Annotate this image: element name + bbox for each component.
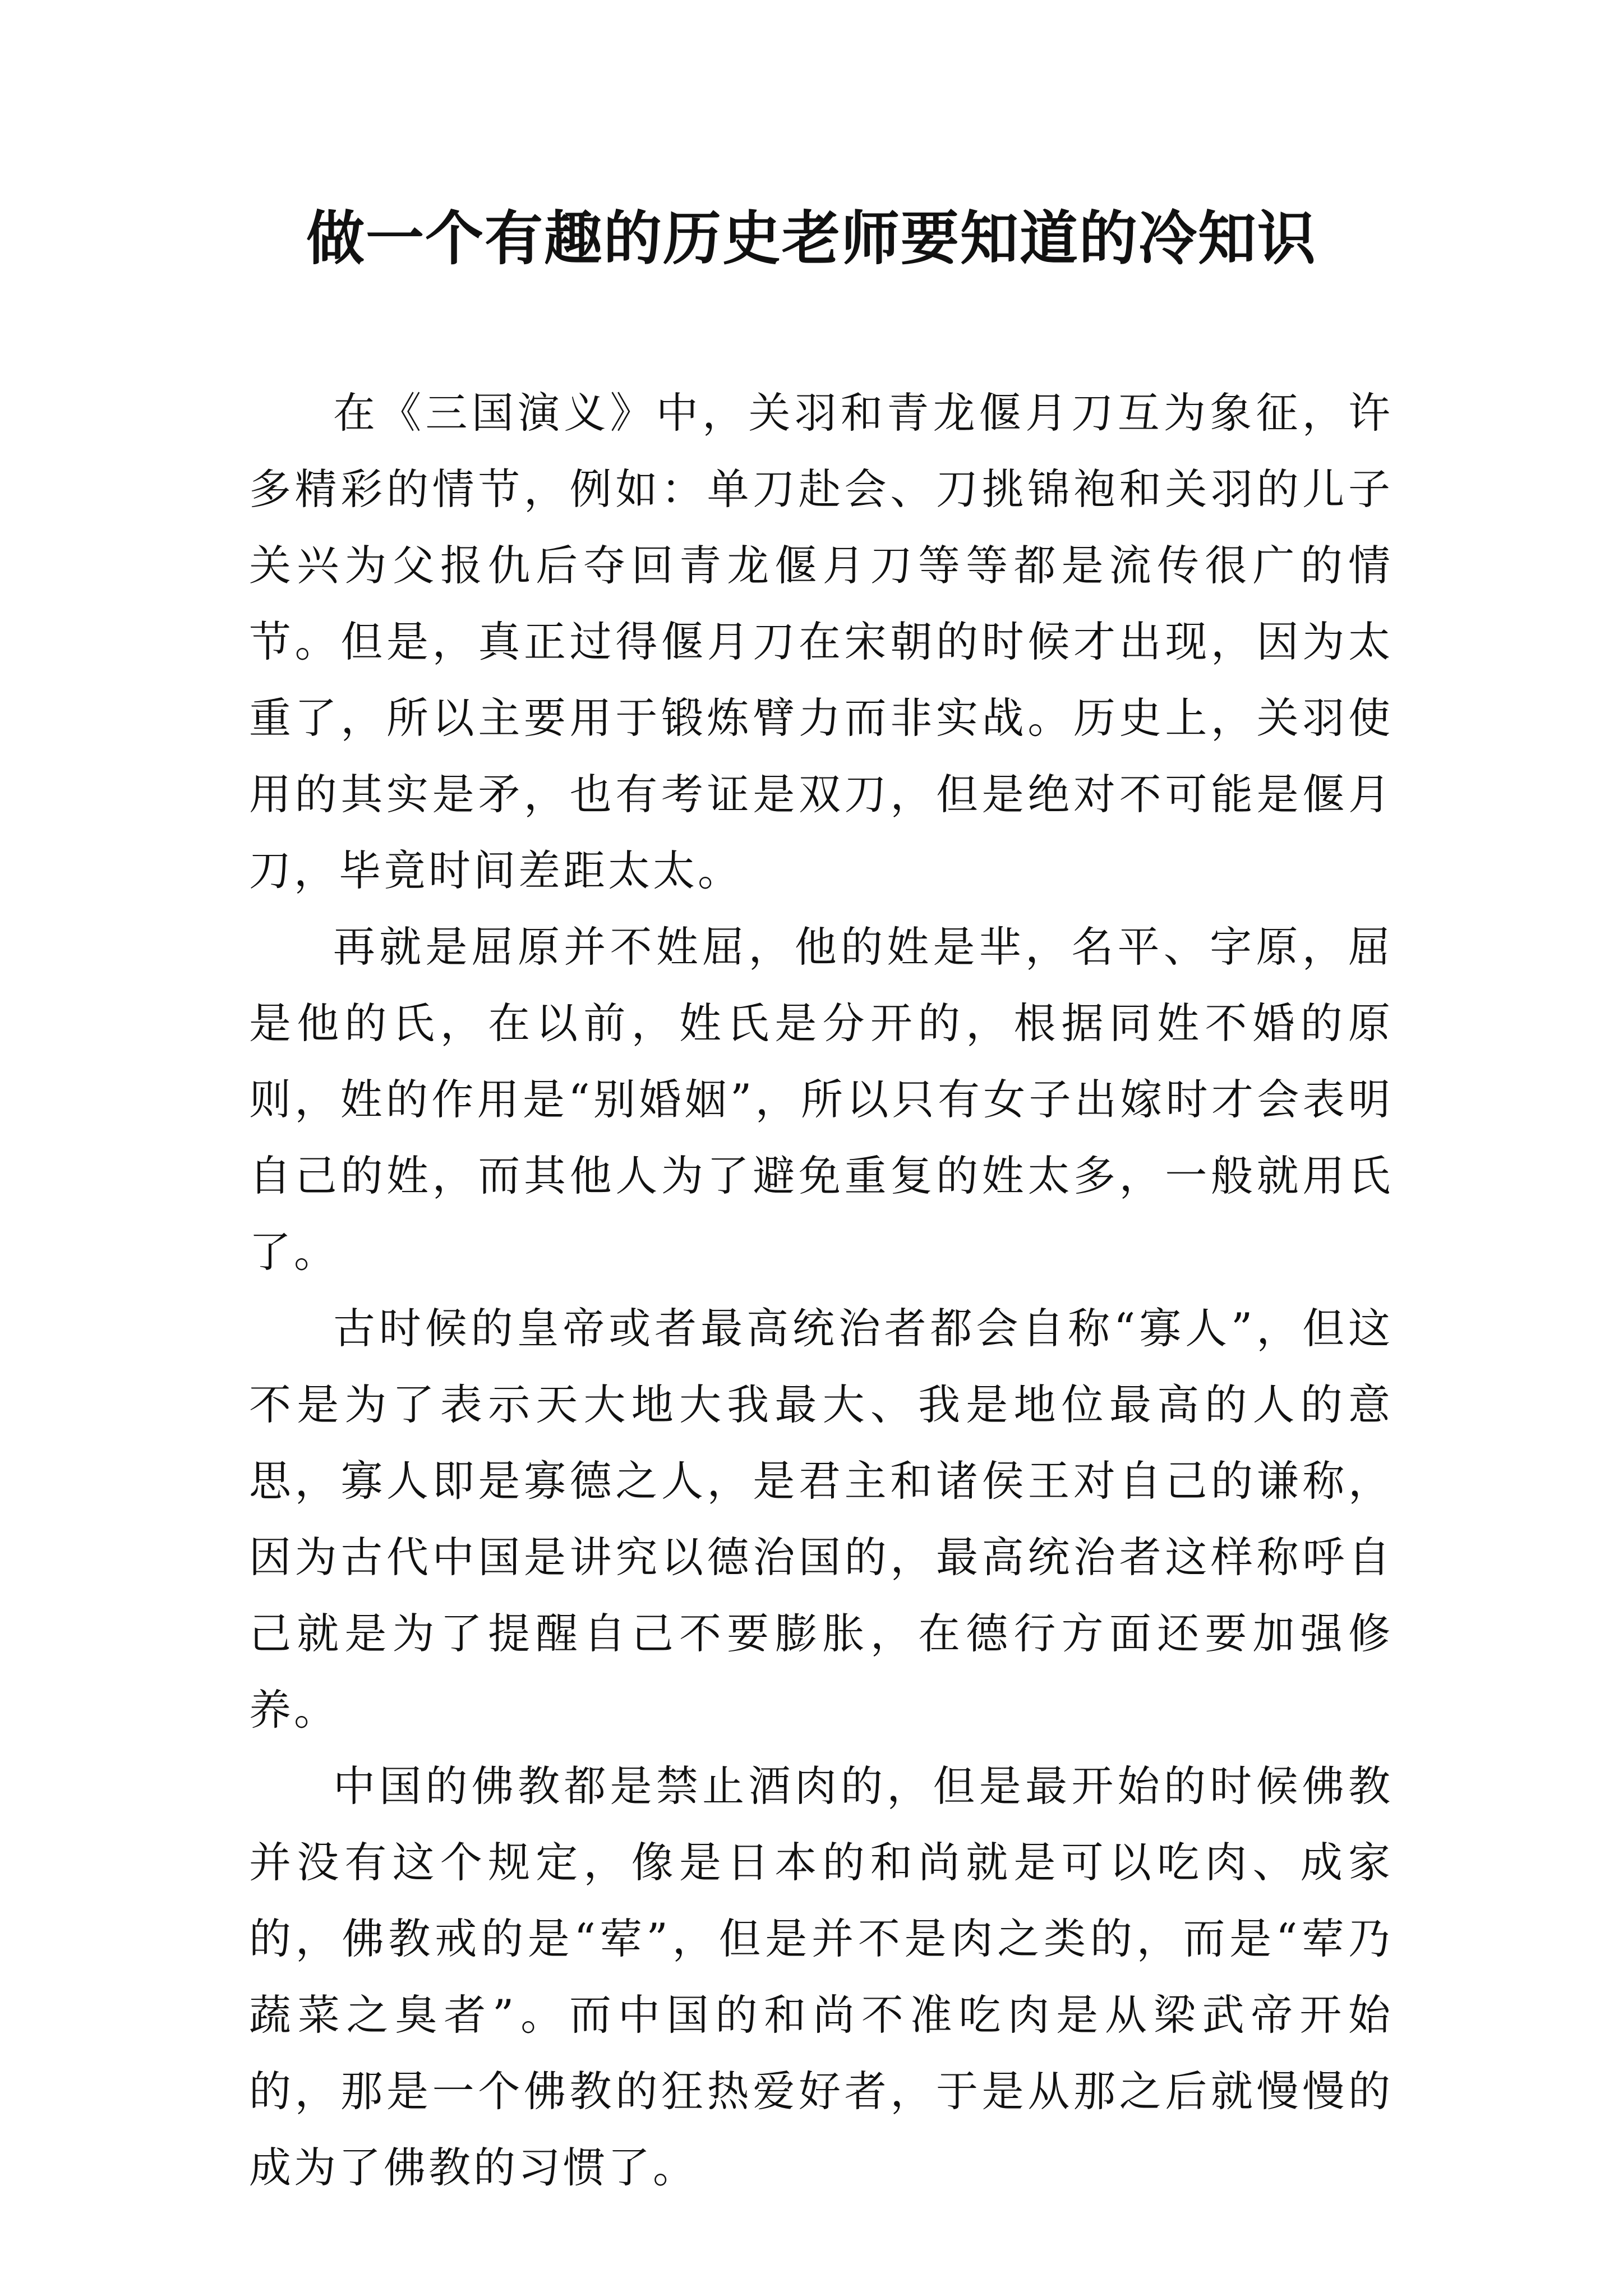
paragraph-guan-yu-blade: 在《三国演义》中，关羽和青龙偃月刀互为象征，许多精彩的情节，例如：单刀赴会、刀挑锦袍和关羽的儿子关兴为父报仇后夺回青龙偃月刀等等都是流传很广的情节。但是，真正过得偃月刀在宋朝的时候才出现，因为太重了，所以主要用于锻炼臂力而非实战。历史上，关羽使用的其实是矛，也有考证是双刀，但是绝对不可能是偃月刀，毕竟时间差距太太。 <box>249 388 1393 895</box>
page-title: 做一个有趣的历史老师要知道的冷知识 <box>306 204 1317 273</box>
paragraph-gua-ren-title: 古时候的皇帝或者最高统治者都会自称“寡人”，但这不是为了表示天大地大我最大、我是地位最高的人的意思，寡人即是寡德之人，是君主和诸侯王对自己的谦称，因为古代中国是讲究以德治国的，最高统治者这样称呼自己就是为了提醒自己不要膨胀，在德行方面还要加强修养。 <box>249 1304 1393 1734</box>
document-body <box>249 375 1393 2206</box>
paragraph-buddhism-meat: 中国的佛教都是禁止酒肉的，但是最开始的时候佛教并没有这个规定，像是日本的和尚就是可以吃肉、成家的，佛教戒的是“荤”，但是并不是肉之类的，而是“荤乃蔬菜之臭者”。而中国的和尚不准吃肉是从梁武帝开始的，那是一个佛教的狂热爱好者，于是从那之后就慢慢的成为了佛教的习惯了。 <box>249 1761 1393 2192</box>
paragraph-qu-yuan-surname: 再就是屈原并不姓屈，他的姓是芈，名平、字原，屈是他的氏，在以前，姓氏是分开的，根据同姓不婚的原则，姓的作用是“别婚姻”，所以只有女子出嫁时才会表明自己的姓，而其他人为了避免重复的姓太多，一般就用氏了。 <box>249 922 1393 1277</box>
